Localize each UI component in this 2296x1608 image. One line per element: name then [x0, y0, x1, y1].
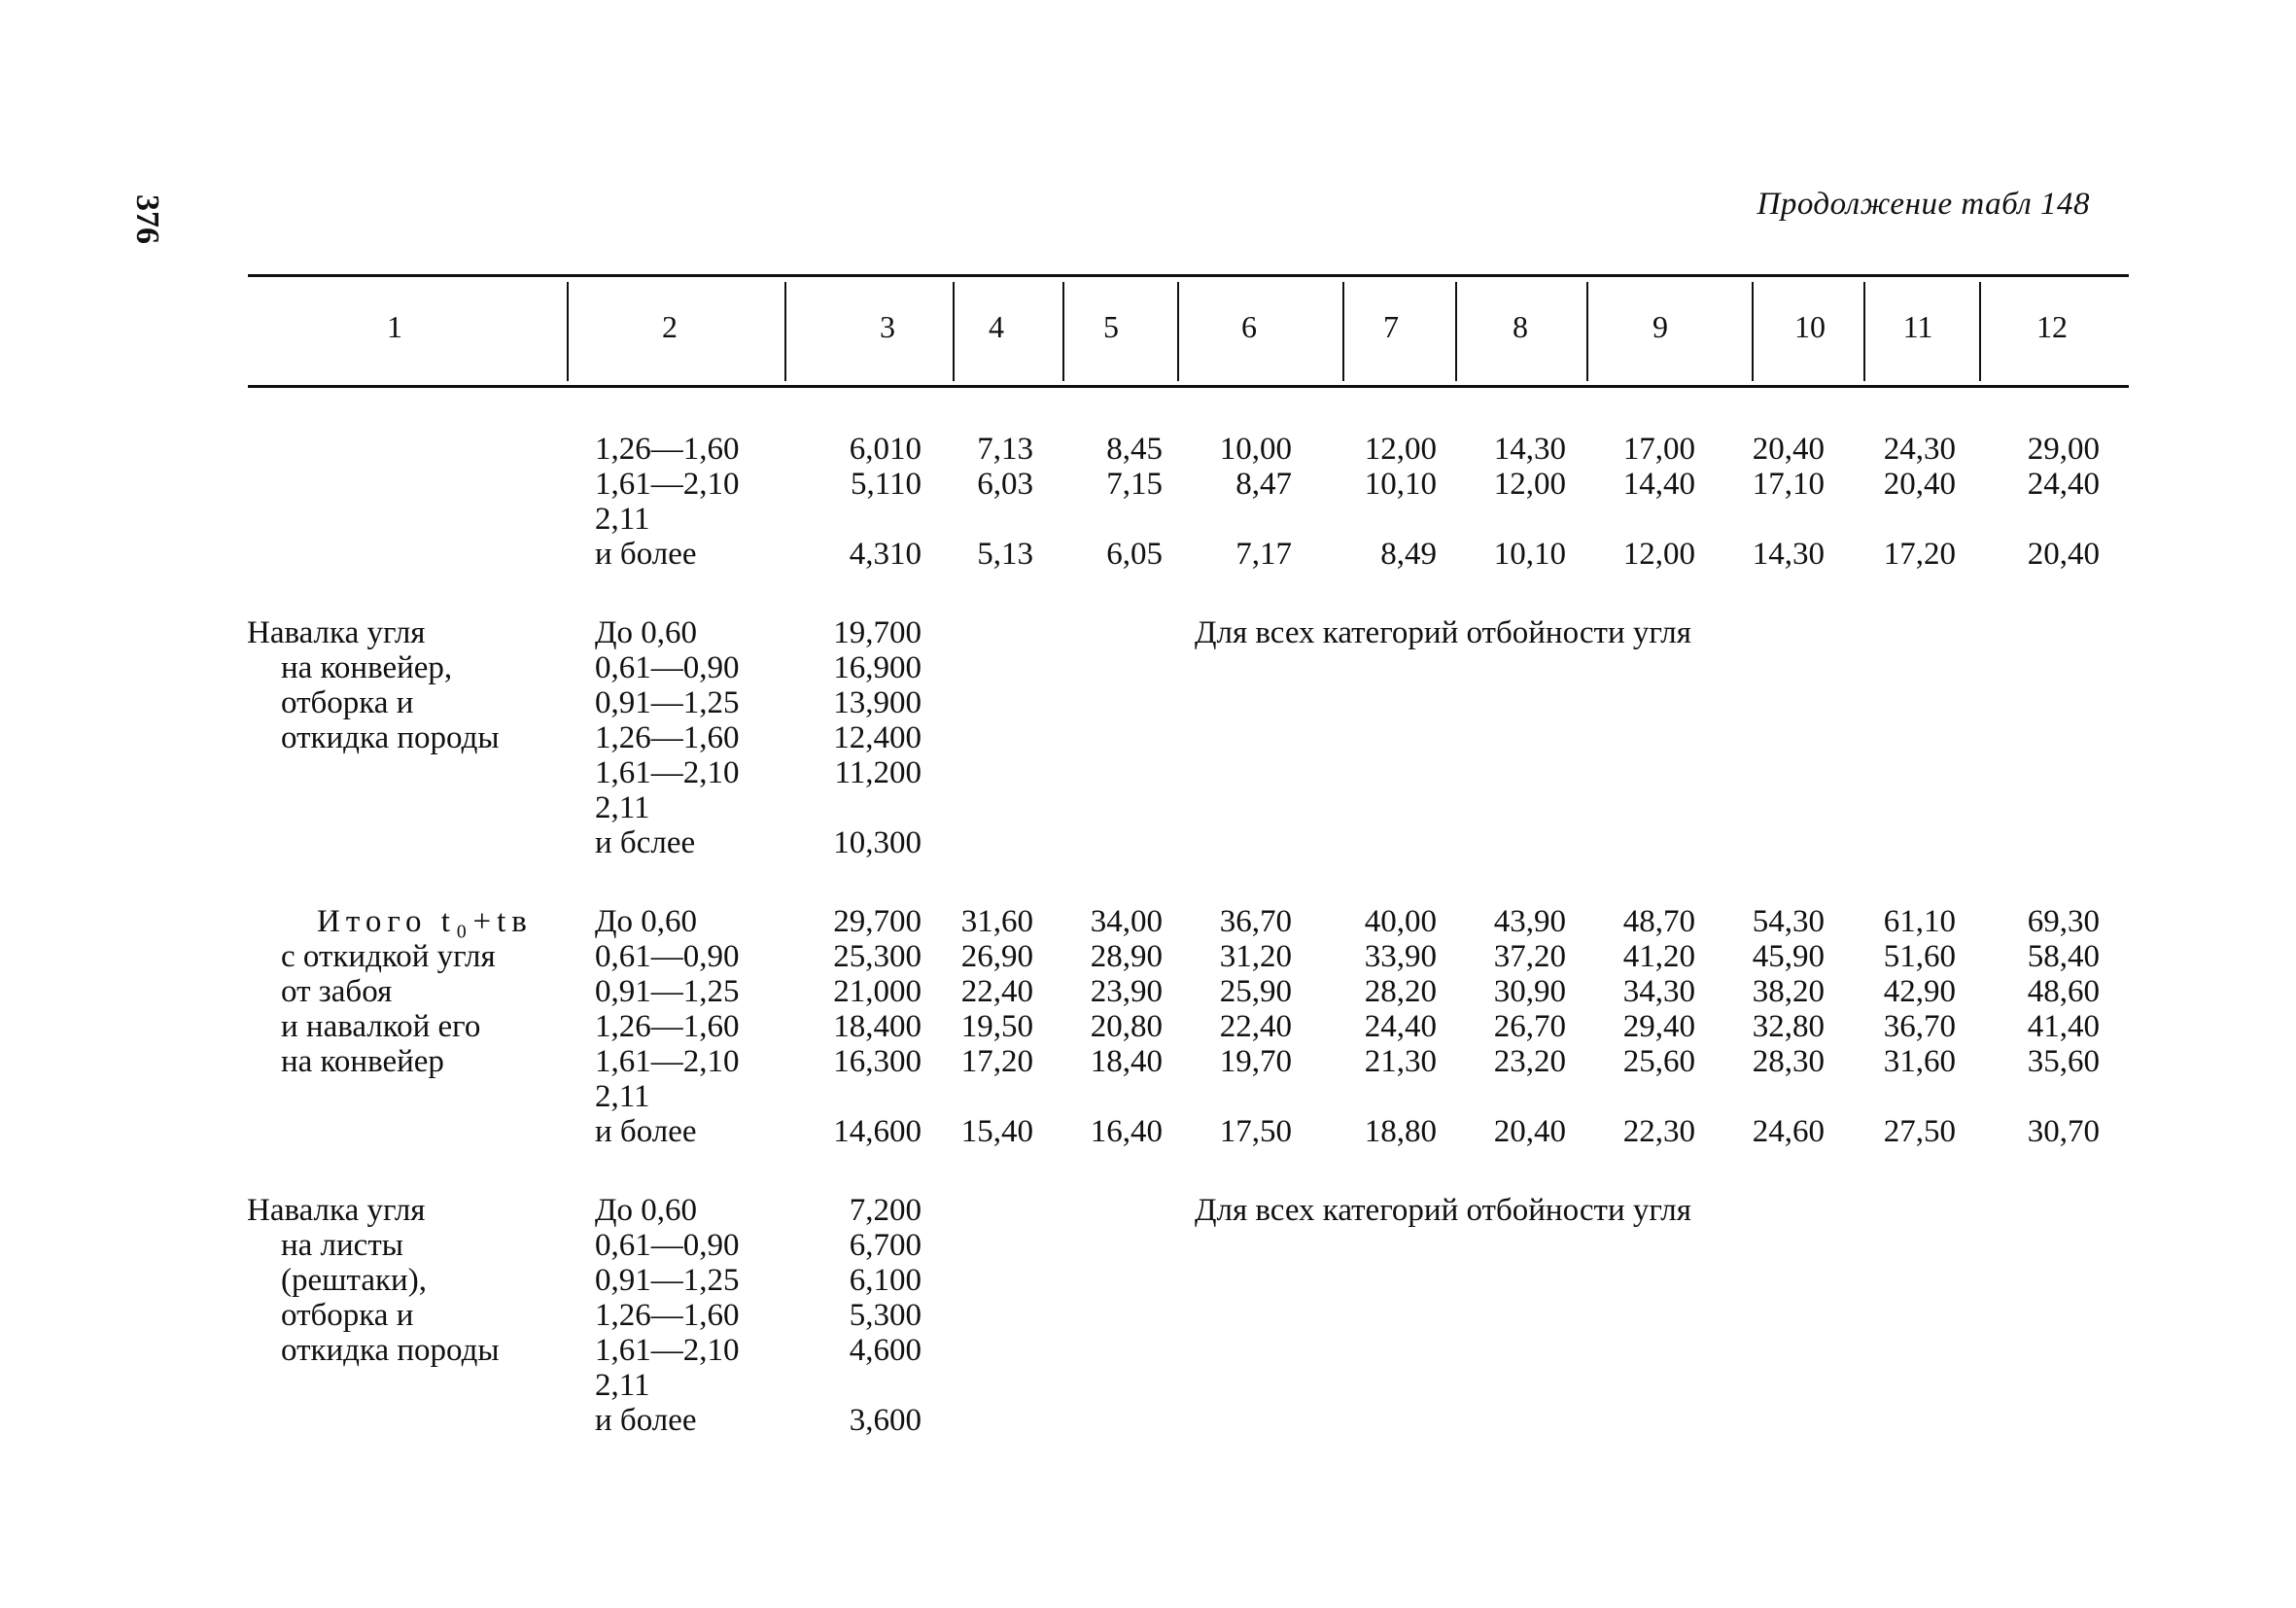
value-cell-col11: 17,20: [1883, 537, 1956, 572]
value-cell-col6: 19,70: [1219, 1044, 1292, 1079]
value-cell-col3: 6,100: [849, 1263, 922, 1298]
value-cell-col12: 29,00: [2027, 432, 2100, 467]
thickness-range: 1,61—2,10: [595, 1044, 740, 1079]
value-cell-col12: 41,40: [2027, 1009, 2100, 1044]
column-divider: [567, 282, 569, 381]
value-cell-col10: 28,30: [1752, 1044, 1825, 1079]
row-label-line: Навалка угля: [247, 615, 426, 650]
value-cell-col6: 7,17: [1235, 537, 1292, 572]
value-cell-col4: 31,60: [960, 904, 1033, 939]
value-cell-col4: 19,50: [960, 1009, 1033, 1044]
column-header-12: 12: [2036, 309, 2068, 344]
value-cell-col7: 8,49: [1380, 537, 1437, 572]
value-cell-col3: 12,400: [833, 720, 922, 755]
thickness-range: 2,11: [595, 1079, 650, 1114]
value-cell-col10: 14,30: [1752, 537, 1825, 572]
value-cell-col5: 16,40: [1090, 1114, 1163, 1149]
value-cell-col3: 5,300: [849, 1298, 922, 1333]
row-label-line: отборка и: [281, 1298, 414, 1333]
value-cell-col11: 27,50: [1883, 1114, 1956, 1149]
value-cell-col7: 33,90: [1364, 939, 1437, 974]
value-cell-col10: 38,20: [1752, 974, 1825, 1009]
value-cell-col9: 48,70: [1622, 904, 1695, 939]
thickness-range: До 0,60: [595, 1193, 698, 1228]
column-divider: [1863, 282, 1865, 381]
value-cell-col3: 11,200: [834, 755, 922, 790]
column-header-9: 9: [1652, 309, 1668, 344]
value-cell-col11: 31,60: [1883, 1044, 1956, 1079]
thickness-range: и более: [595, 1114, 697, 1149]
value-cell-col8: 14,30: [1493, 432, 1566, 467]
value-cell-col6: 22,40: [1219, 1009, 1292, 1044]
column-divider: [1752, 282, 1754, 381]
value-cell-col9: 34,30: [1622, 974, 1695, 1009]
value-cell-col4: 15,40: [960, 1114, 1033, 1149]
value-cell-col3: 14,600: [833, 1114, 922, 1149]
value-cell-col9: 25,60: [1622, 1044, 1695, 1079]
value-cell-col7: 40,00: [1364, 904, 1437, 939]
value-cell-col7: 24,40: [1364, 1009, 1437, 1044]
column-header-5: 5: [1103, 309, 1119, 344]
value-cell-col8: 12,00: [1493, 467, 1566, 502]
value-cell-col11: 24,30: [1883, 432, 1956, 467]
column-header-3: 3: [880, 309, 895, 344]
column-header-10: 10: [1794, 309, 1826, 344]
thickness-range: 1,26—1,60: [595, 720, 740, 755]
value-cell-col4: 17,20: [960, 1044, 1033, 1079]
value-cell-col9: 41,20: [1622, 939, 1695, 974]
row-label-line: откидка породы: [281, 1333, 500, 1368]
column-divider: [1062, 282, 1064, 381]
thickness-range: 0,61—0,90: [595, 1228, 740, 1263]
value-cell-col11: 51,60: [1883, 939, 1956, 974]
value-cell-col11: 20,40: [1883, 467, 1956, 502]
row-label-line: откидка породы: [281, 720, 500, 755]
value-cell-col10: 17,10: [1752, 467, 1825, 502]
value-cell-col7: 10,10: [1364, 467, 1437, 502]
value-cell-col9: 22,30: [1622, 1114, 1695, 1149]
row-label-line: (рештаки),: [281, 1263, 427, 1298]
value-cell-col5: 6,05: [1106, 537, 1163, 572]
column-header-6: 6: [1241, 309, 1257, 344]
value-cell-col12: 30,70: [2027, 1114, 2100, 1149]
thickness-range: 0,91—1,25: [595, 1263, 740, 1298]
value-cell-col5: 7,15: [1106, 467, 1163, 502]
thickness-range: До 0,60: [595, 615, 698, 650]
value-cell-col6: 36,70: [1219, 904, 1292, 939]
value-cell-col3: 7,200: [849, 1193, 922, 1228]
value-cell-col8: 26,70: [1493, 1009, 1566, 1044]
thickness-range: 2,11: [595, 502, 650, 537]
value-cell-col8: 43,90: [1493, 904, 1566, 939]
row-label-line: Итого t₀+tв: [317, 904, 533, 939]
value-cell-col10: 45,90: [1752, 939, 1825, 974]
value-cell-col11: 42,90: [1883, 974, 1956, 1009]
value-cell-col9: 14,40: [1622, 467, 1695, 502]
thickness-range: До 0,60: [595, 904, 698, 939]
value-cell-col5: 23,90: [1090, 974, 1163, 1009]
value-cell-col4: 5,13: [977, 537, 1033, 572]
value-cell-col7: 28,20: [1364, 974, 1437, 1009]
column-header-11: 11: [1902, 309, 1933, 344]
value-cell-col10: 20,40: [1752, 432, 1825, 467]
column-divider: [1342, 282, 1344, 381]
header-bottom-rule: [248, 385, 2129, 388]
section-note: Для всех категорий отбойности угля: [1195, 615, 1691, 650]
row-label-line: отборка и: [281, 685, 414, 720]
thickness-range: 2,11: [595, 1368, 650, 1403]
value-cell-col12: 20,40: [2027, 537, 2100, 572]
thickness-range: 1,61—2,10: [595, 755, 740, 790]
value-cell-col12: 58,40: [2027, 939, 2100, 974]
value-cell-col3: 21,000: [833, 974, 922, 1009]
value-cell-col8: 10,10: [1493, 537, 1566, 572]
value-cell-col5: 20,80: [1090, 1009, 1163, 1044]
value-cell-col4: 6,03: [977, 467, 1033, 502]
column-header-8: 8: [1513, 309, 1528, 344]
value-cell-col12: 69,30: [2027, 904, 2100, 939]
value-cell-col4: 26,90: [960, 939, 1033, 974]
value-cell-col6: 31,20: [1219, 939, 1292, 974]
thickness-range: 0,61—0,90: [595, 650, 740, 685]
section-note: Для всех категорий отбойности угля: [1195, 1193, 1691, 1228]
value-cell-col3: 16,900: [833, 650, 922, 685]
value-cell-col5: 18,40: [1090, 1044, 1163, 1079]
thickness-range: 1,61—2,10: [595, 1333, 740, 1368]
value-cell-col10: 32,80: [1752, 1009, 1825, 1044]
value-cell-col5: 8,45: [1106, 432, 1163, 467]
value-cell-col7: 21,30: [1364, 1044, 1437, 1079]
value-cell-col3: 4,600: [849, 1333, 922, 1368]
value-cell-col8: 20,40: [1493, 1114, 1566, 1149]
column-header-2: 2: [662, 309, 678, 344]
thickness-range: 0,91—1,25: [595, 685, 740, 720]
value-cell-col3: 18,400: [833, 1009, 922, 1044]
column-divider: [1979, 282, 1981, 381]
value-cell-col8: 30,90: [1493, 974, 1566, 1009]
value-cell-col3: 25,300: [833, 939, 922, 974]
value-cell-col4: 7,13: [977, 432, 1033, 467]
value-cell-col8: 23,20: [1493, 1044, 1566, 1079]
page-number: 376: [129, 194, 165, 244]
row-label-line: на листы: [281, 1228, 403, 1263]
column-header-4: 4: [989, 309, 1004, 344]
value-cell-col6: 10,00: [1219, 432, 1292, 467]
value-cell-col3: 4,310: [849, 537, 922, 572]
thickness-range: 1,26—1,60: [595, 1009, 740, 1044]
value-cell-col6: 25,90: [1219, 974, 1292, 1009]
value-cell-col10: 24,60: [1752, 1114, 1825, 1149]
value-cell-col3: 10,300: [833, 825, 922, 860]
value-cell-col3: 6,700: [849, 1228, 922, 1263]
column-divider: [953, 282, 955, 381]
thickness-range: 2,11: [595, 790, 650, 825]
row-label-line: на конвейер: [281, 1044, 444, 1079]
value-cell-col7: 12,00: [1364, 432, 1437, 467]
value-cell-col7: 18,80: [1364, 1114, 1437, 1149]
column-divider: [1586, 282, 1588, 381]
value-cell-col4: 22,40: [960, 974, 1033, 1009]
row-label-line: и навалкой его: [281, 1009, 481, 1044]
column-divider: [1177, 282, 1179, 381]
thickness-range: и более: [595, 1403, 697, 1438]
value-cell-col3: 16,300: [833, 1044, 922, 1079]
column-header-1: 1: [387, 309, 402, 344]
thickness-range: 1,26—1,60: [595, 432, 740, 467]
row-label-line: от забоя: [281, 974, 393, 1009]
value-cell-col3: 29,700: [833, 904, 922, 939]
column-header-7: 7: [1383, 309, 1399, 344]
value-cell-col9: 17,00: [1622, 432, 1695, 467]
row-label-line: с откидкой угля: [281, 939, 496, 974]
column-divider: [1455, 282, 1457, 381]
value-cell-col3: 19,700: [833, 615, 922, 650]
row-label-line: Навалка угля: [247, 1193, 426, 1228]
value-cell-col3: 6,010: [849, 432, 922, 467]
row-label-line: на конвейер,: [281, 650, 453, 685]
value-cell-col9: 12,00: [1622, 537, 1695, 572]
thickness-range: и бслее: [595, 825, 696, 860]
value-cell-col12: 48,60: [2027, 974, 2100, 1009]
thickness-range: 0,61—0,90: [595, 939, 740, 974]
value-cell-col11: 61,10: [1883, 904, 1956, 939]
value-cell-col6: 8,47: [1235, 467, 1292, 502]
value-cell-col8: 37,20: [1493, 939, 1566, 974]
value-cell-col3: 5,110: [850, 467, 922, 502]
value-cell-col6: 17,50: [1219, 1114, 1292, 1149]
header-top-rule: [248, 274, 2129, 277]
table-caption: Продолжение табл 148: [1757, 187, 2090, 222]
value-cell-col10: 54,30: [1752, 904, 1825, 939]
value-cell-col5: 28,90: [1090, 939, 1163, 974]
thickness-range: и более: [595, 537, 697, 572]
thickness-range: 1,61—2,10: [595, 467, 740, 502]
thickness-range: 0,91—1,25: [595, 974, 740, 1009]
value-cell-col3: 3,600: [849, 1403, 922, 1438]
value-cell-col12: 24,40: [2027, 467, 2100, 502]
value-cell-col3: 13,900: [833, 685, 922, 720]
value-cell-col12: 35,60: [2027, 1044, 2100, 1079]
column-divider: [784, 282, 786, 381]
thickness-range: 1,26—1,60: [595, 1298, 740, 1333]
value-cell-col9: 29,40: [1622, 1009, 1695, 1044]
value-cell-col11: 36,70: [1883, 1009, 1956, 1044]
value-cell-col5: 34,00: [1090, 904, 1163, 939]
